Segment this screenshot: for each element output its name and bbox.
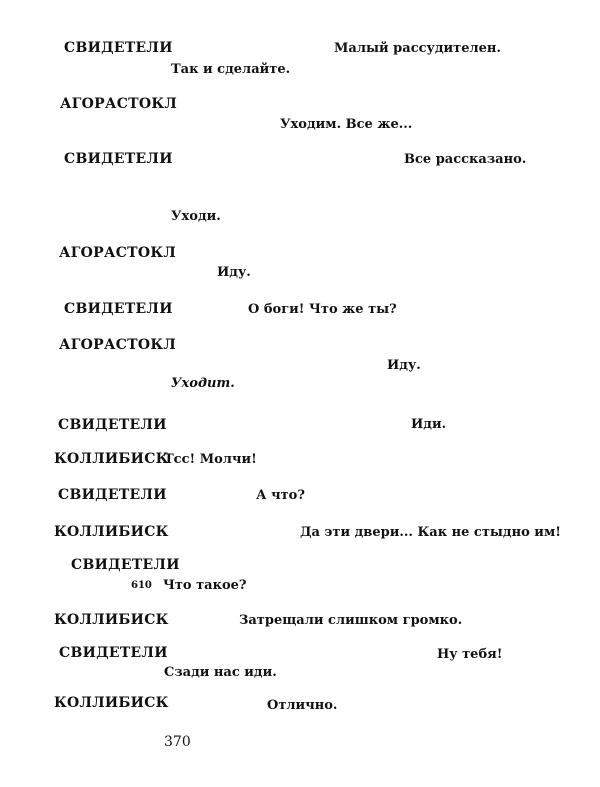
speaker-name: КОЛЛИБИСК (54, 524, 169, 540)
dialogue-line: Малый рассудителен. (334, 41, 501, 56)
speaker-name: КОЛЛИБИСК (54, 612, 169, 628)
speaker-name: СВИДЕТЕЛИ (71, 557, 180, 573)
line-number: 610 (131, 580, 152, 591)
dialogue-line: Затрещали слишком громко. (239, 613, 463, 628)
speaker-name: СВИДЕТЕЛИ (64, 301, 173, 317)
speaker-name: АГОРАСТОКЛ (60, 96, 178, 112)
dialogue-line: Что такое? (163, 578, 247, 593)
speaker-name: СВИДЕТЕЛИ (64, 40, 173, 56)
speaker-name: СВИДЕТЕЛИ (58, 487, 167, 503)
dialogue-line: Уходи. (171, 209, 221, 224)
dialogue-line: Сзади нас иди. (164, 665, 277, 680)
dialogue-line: Все рассказано. (404, 152, 527, 167)
speaker-name: АГОРАСТОКЛ (59, 245, 177, 261)
stage-direction: Уходит. (171, 376, 235, 391)
dialogue-line: Отлично. (267, 698, 338, 713)
dialogue-line: Иди. (411, 417, 447, 432)
dialogue-line: Ну тебя! (437, 647, 503, 662)
dialogue-line: Иду. (387, 358, 421, 373)
page-number: 370 (164, 734, 191, 750)
speaker-name: КОЛЛИБИСК (54, 451, 169, 467)
dialogue-line: Иду. (217, 265, 251, 280)
dialogue-line: Тсс! Молчи! (164, 452, 257, 467)
dialogue-line: Уходим. Все же... (280, 117, 413, 132)
dialogue-line: О боги! Что же ты? (248, 302, 397, 317)
dialogue-line: А что? (256, 488, 305, 503)
speaker-name: АГОРАСТОКЛ (59, 337, 177, 353)
speaker-name: СВИДЕТЕЛИ (59, 645, 168, 661)
dialogue-line: Так и сделайте. (171, 62, 291, 77)
speaker-name: КОЛЛИБИСК (54, 695, 169, 711)
speaker-name: СВИДЕТЕЛИ (58, 417, 167, 433)
dialogue-line: Да эти двери... Как не стыдно им! (300, 525, 561, 540)
speaker-name: СВИДЕТЕЛИ (64, 151, 173, 167)
